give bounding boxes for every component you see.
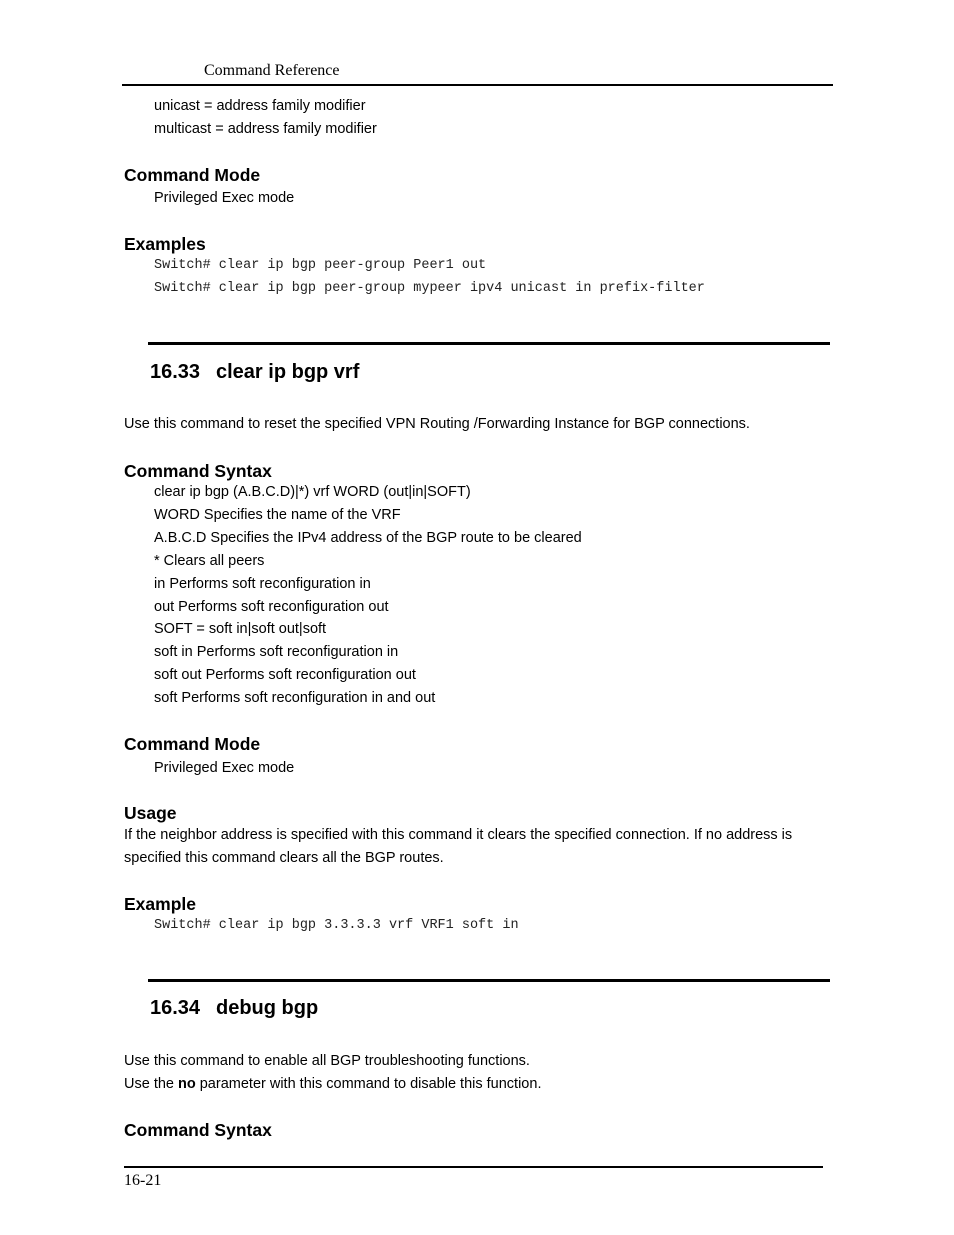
syntax-line: soft in Performs soft reconfiguration in xyxy=(154,644,399,660)
description-text: parameter with this command to disable this function. xyxy=(195,1076,542,1092)
syntax-line: * Clears all peers xyxy=(154,553,265,569)
description-text: Use the xyxy=(124,1076,178,1092)
usage-heading: Usage xyxy=(124,803,177,823)
usage-text: If the neighbor address is specified with this command it clears the specified connection. If no address is xyxy=(124,827,793,843)
footer-rule xyxy=(124,1166,823,1168)
syntax-line: WORD Specifies the name of the VRF xyxy=(154,507,401,523)
command-syntax-heading: Command Syntax xyxy=(124,461,272,481)
syntax-line: clear ip bgp (A.B.C.D)|*) vrf WORD (out|in|SOFT) xyxy=(154,484,471,500)
syntax-line: SOFT = soft in|soft out|soft xyxy=(154,621,327,637)
usage-text: specified this command clears all the BGP routes. xyxy=(124,850,444,866)
syntax-line: A.B.C.D Specifies the IPv4 address of the BGP route to be cleared xyxy=(154,530,582,546)
syntax-line: soft Performs soft reconfiguration in and out xyxy=(154,690,436,706)
syntax-line: in Performs soft reconfiguration in xyxy=(154,576,371,592)
command-syntax-heading: Command Syntax xyxy=(124,1120,272,1140)
syntax-line: out Performs soft reconfiguration out xyxy=(154,599,389,615)
section-number: 16.33 xyxy=(150,361,201,383)
command-mode-text: Privileged Exec mode xyxy=(154,760,295,776)
page-number: 16-21 xyxy=(124,1172,162,1189)
section-number: 16.34 xyxy=(150,997,201,1019)
section-description xyxy=(124,1075,541,1093)
param-line: unicast = address family modifier xyxy=(154,98,366,114)
section-rule xyxy=(148,342,830,345)
keyword-no: no xyxy=(178,1076,196,1092)
command-mode-text: Privileged Exec mode xyxy=(154,190,295,206)
command-mode-heading: Command Mode xyxy=(124,165,261,185)
command-mode-heading: Command Mode xyxy=(124,734,261,754)
section-description: Use this command to reset the specified VPN Routing /Forwarding Instance for BGP connections. xyxy=(124,416,750,432)
syntax-line: soft out Performs soft reconfiguration out xyxy=(154,667,416,683)
examples-heading: Examples xyxy=(124,234,206,254)
param-line: multicast = address family modifier xyxy=(154,121,377,137)
running-header: Command Reference xyxy=(204,62,340,79)
section-rule xyxy=(148,979,830,982)
section-title: debug bgp xyxy=(216,997,319,1019)
code-example: Switch# clear ip bgp 3.3.3.3 vrf VRF1 soft in xyxy=(154,918,519,933)
section-title: clear ip bgp vrf xyxy=(216,361,360,383)
code-example: Switch# clear ip bgp peer-group mypeer ipv4 unicast in prefix-filter xyxy=(154,281,705,296)
section-description: Use this command to enable all BGP troubleshooting functions. xyxy=(124,1053,530,1069)
header-rule xyxy=(122,84,833,86)
code-example: Switch# clear ip bgp peer-group Peer1 out xyxy=(154,258,487,273)
example-heading: Example xyxy=(124,894,196,914)
